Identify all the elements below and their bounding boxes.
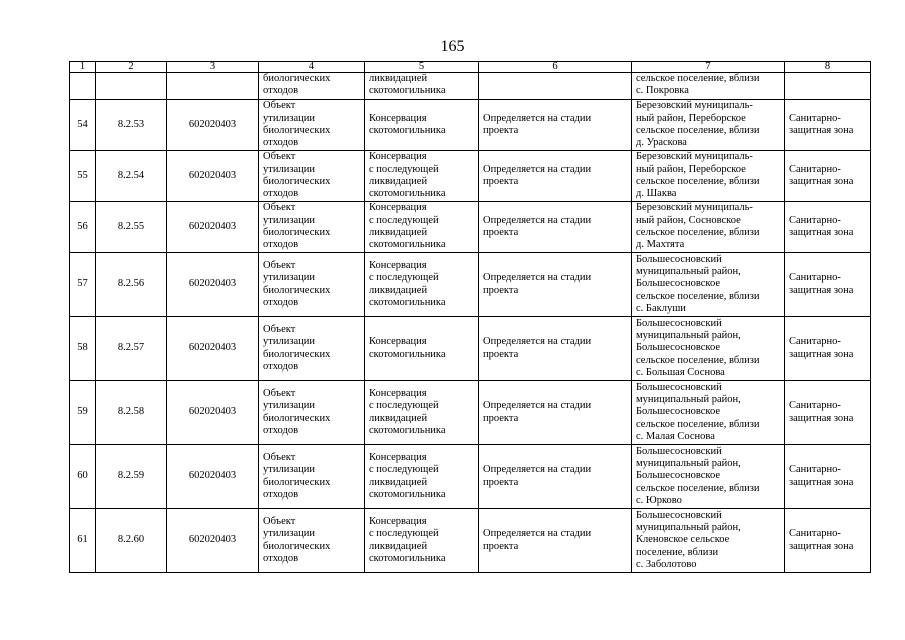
classifier-code-cell: 602020403 — [167, 100, 259, 151]
zone-cell: Санитарно- защитная зона — [785, 317, 871, 381]
object-name-cell: Объект утилизации биологических отходов — [259, 509, 365, 573]
row-number-cell — [70, 73, 96, 100]
location-cell: Березовский муниципаль- ный район, Переборское сельское поселение, вблизи д. Ураскова — [632, 100, 785, 151]
characteristics-cell: Определяется на стадии проекта — [479, 509, 632, 573]
zone-cell: Санитарно- защитная зона — [785, 151, 871, 202]
table-row — [70, 100, 871, 151]
object-name-cell: Объект утилизации биологических отходов — [259, 381, 365, 445]
item-code-cell: 8.2.55 — [96, 202, 167, 253]
table-row — [70, 381, 871, 445]
measure-cell: Консервация с последующей ликвидацией скотомогильника — [365, 381, 479, 445]
zone-cell: Санитарно- защитная зона — [785, 202, 871, 253]
classifier-code-cell: 602020403 — [167, 202, 259, 253]
classifier-code-cell — [167, 73, 259, 100]
characteristics-cell: Определяется на стадии проекта — [479, 445, 632, 509]
row-number-cell: 61 — [70, 509, 96, 573]
location-cell: Березовский муниципаль- ный район, Переборское сельское поселение, вблизи д. Шаква — [632, 151, 785, 202]
object-name-cell: Объект утилизации биологических отходов — [259, 202, 365, 253]
location-cell: Большесосновский муниципальный район, Большесосновское сельское поселение, вблизи с. Большая Соснова — [632, 317, 785, 381]
column-header: 2 — [96, 62, 167, 73]
measure-cell: Консервация с последующей ликвидацией скотомогильника — [365, 445, 479, 509]
characteristics-cell — [479, 73, 632, 100]
object-name-cell: Объект утилизации биологических отходов — [259, 317, 365, 381]
object-name-cell: Объект утилизации биологических отходов — [259, 253, 365, 317]
item-code-cell: 8.2.57 — [96, 317, 167, 381]
item-code-cell: 8.2.56 — [96, 253, 167, 317]
characteristics-cell: Определяется на стадии проекта — [479, 317, 632, 381]
row-number-cell: 59 — [70, 381, 96, 445]
object-name-cell: биологических отходов — [259, 73, 365, 100]
object-name-cell: Объект утилизации биологических отходов — [259, 445, 365, 509]
location-cell: Березовский муниципаль- ный район, Сосновское сельское поселение, вблизи д. Махтята — [632, 202, 785, 253]
zone-cell — [785, 73, 871, 100]
column-header: 7 — [632, 62, 785, 73]
row-number-cell: 57 — [70, 253, 96, 317]
column-header: 3 — [167, 62, 259, 73]
item-code-cell: 8.2.54 — [96, 151, 167, 202]
row-number-cell: 60 — [70, 445, 96, 509]
item-code-cell: 8.2.58 — [96, 381, 167, 445]
location-cell: сельское поселение, вблизи с. Покровка — [632, 73, 785, 100]
item-code-cell — [96, 73, 167, 100]
table-row — [70, 253, 871, 317]
measure-cell: Консервация скотомогильника — [365, 100, 479, 151]
location-cell: Большесосновский муниципальный район, Кленовское сельское поселение, вблизи с. Заболотово — [632, 509, 785, 573]
measure-cell: Консервация с последующей ликвидацией скотомогильника — [365, 202, 479, 253]
table-row — [70, 509, 871, 573]
classifier-code-cell: 602020403 — [167, 317, 259, 381]
object-name-cell: Объект утилизации биологических отходов — [259, 100, 365, 151]
table-header-row — [70, 62, 871, 73]
column-header: 6 — [479, 62, 632, 73]
zone-cell: Санитарно- защитная зона — [785, 381, 871, 445]
row-number-cell: 55 — [70, 151, 96, 202]
row-number-cell: 56 — [70, 202, 96, 253]
classifier-code-cell: 602020403 — [167, 509, 259, 573]
measure-cell: Консервация с последующей ликвидацией скотомогильника — [365, 151, 479, 202]
characteristics-cell: Определяется на стадии проекта — [479, 381, 632, 445]
column-header: 5 — [365, 62, 479, 73]
characteristics-cell: Определяется на стадии проекта — [479, 253, 632, 317]
table-row — [70, 151, 871, 202]
classifier-code-cell: 602020403 — [167, 381, 259, 445]
location-cell: Большесосновский муниципальный район, Большесосновское сельское поселение, вблизи с. Малая Соснова — [632, 381, 785, 445]
table-row — [70, 317, 871, 381]
classifier-code-cell: 602020403 — [167, 445, 259, 509]
zone-cell: Санитарно- защитная зона — [785, 253, 871, 317]
item-code-cell: 8.2.60 — [96, 509, 167, 573]
zone-cell: Санитарно- защитная зона — [785, 509, 871, 573]
table-row — [70, 202, 871, 253]
measure-cell: Консервация скотомогильника — [365, 317, 479, 381]
measure-cell: Консервация с последующей ликвидацией скотомогильника — [365, 253, 479, 317]
zone-cell: Санитарно- защитная зона — [785, 100, 871, 151]
location-cell: Большесосновский муниципальный район, Большесосновское сельское поселение, вблизи с. Баклуши — [632, 253, 785, 317]
data-table — [69, 61, 871, 573]
location-cell: Большесосновский муниципальный район, Большесосновское сельское поселение, вблизи с. Юрково — [632, 445, 785, 509]
row-number-cell: 58 — [70, 317, 96, 381]
column-header: 8 — [785, 62, 871, 73]
zone-cell: Санитарно- защитная зона — [785, 445, 871, 509]
column-header: 4 — [259, 62, 365, 73]
characteristics-cell: Определяется на стадии проекта — [479, 100, 632, 151]
measure-cell: Консервация с последующей ликвидацией скотомогильника — [365, 509, 479, 573]
object-name-cell: Объект утилизации биологических отходов — [259, 151, 365, 202]
characteristics-cell: Определяется на стадии проекта — [479, 151, 632, 202]
measure-cell: ликвидацией скотомогильника — [365, 73, 479, 100]
item-code-cell: 8.2.53 — [96, 100, 167, 151]
table-row — [70, 445, 871, 509]
classifier-code-cell: 602020403 — [167, 253, 259, 317]
column-header: 1 — [70, 62, 96, 73]
characteristics-cell: Определяется на стадии проекта — [479, 202, 632, 253]
page-number: 165 — [440, 38, 465, 55]
row-number-cell: 54 — [70, 100, 96, 151]
classifier-code-cell: 602020403 — [167, 151, 259, 202]
item-code-cell: 8.2.59 — [96, 445, 167, 509]
table-row — [70, 73, 871, 100]
